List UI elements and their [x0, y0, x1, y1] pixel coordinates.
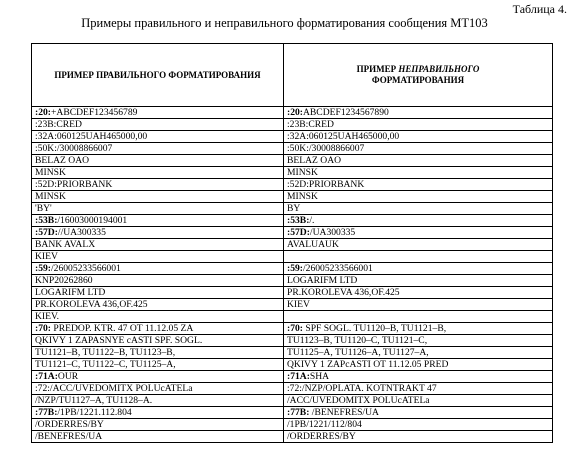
- header-correct-formatting: ПРИМЕР ПРАВИЛЬНОГО ФОРМАТИРОВАНИЯ: [32, 44, 284, 107]
- table-number: Таблица 4.: [512, 2, 567, 16]
- table-row: [32, 347, 553, 359]
- incorrect-example-cell: [284, 191, 553, 203]
- incorrect-example-cell: [284, 131, 553, 143]
- incorrect-example-cell: [284, 239, 553, 251]
- field-value: :23B:CRED: [287, 119, 334, 130]
- correct-example-cell: [32, 299, 284, 311]
- field-tag: :57D:: [287, 227, 310, 238]
- field-value: /16003000194001: [57, 215, 128, 226]
- field-value: /1PB/1221.112.804: [57, 407, 132, 418]
- field-value: QKIVY 1 ZAPASNYE cASTI SPF. SOGL.: [35, 335, 203, 346]
- table-row: [32, 371, 553, 383]
- correct-example-cell: [32, 131, 284, 143]
- field-tag: :77B:: [287, 407, 310, 418]
- field-value: ABCDEF1234567890: [302, 107, 389, 118]
- incorrect-example-cell: [284, 323, 553, 335]
- incorrect-example-cell: [284, 167, 553, 179]
- header-incorrect-italic: НЕПРАВИЛЬНОГО: [398, 64, 480, 74]
- field-value: :50K:/30008866007: [287, 143, 365, 154]
- field-value: :32A:060125UAH465000,00: [35, 131, 148, 142]
- incorrect-example-cell: [284, 143, 553, 155]
- field-value: BELAZ OAO: [35, 155, 90, 166]
- incorrect-example-cell: [284, 263, 553, 275]
- incorrect-example-cell: [284, 383, 553, 395]
- incorrect-example-cell: [284, 251, 553, 263]
- header-incorrect-suffix: ФОРМАТИРОВАНИЯ: [371, 75, 465, 85]
- table-row: [32, 407, 553, 419]
- correct-example-cell: [32, 359, 284, 371]
- correct-example-cell: [32, 215, 284, 227]
- table-row: [32, 395, 553, 407]
- correct-example-cell: [32, 239, 284, 251]
- table-header-row: [32, 44, 553, 107]
- field-value: /ORDERRES/BY: [287, 431, 356, 442]
- table-row: [32, 311, 553, 323]
- table-row: [32, 203, 553, 215]
- field-value: :72:/ACC/UVEDOMITX POLUcATELa: [35, 383, 193, 394]
- correct-example-cell: [32, 155, 284, 167]
- correct-example-cell: [32, 323, 284, 335]
- field-value: /UA300335: [309, 227, 356, 238]
- table-row: [32, 287, 553, 299]
- field-value: BELAZ OAO: [287, 155, 342, 166]
- correct-example-cell: [32, 395, 284, 407]
- incorrect-example-cell: [284, 299, 553, 311]
- field-value: TU1123–B, TU1120–C, TU1121–C,: [287, 335, 428, 346]
- incorrect-example-cell: [284, 179, 553, 191]
- table-row: [32, 251, 553, 263]
- correct-example-cell: [32, 311, 284, 323]
- table-row: [32, 227, 553, 239]
- correct-example-cell: [32, 167, 284, 179]
- field-value: /ORDERRES/BY: [35, 419, 104, 430]
- incorrect-example-cell: [284, 359, 553, 371]
- field-value: :32A:060125UAH465000,00: [287, 131, 400, 142]
- field-tag: :77B:: [35, 407, 58, 418]
- table-row: [32, 107, 553, 119]
- field-value: MINSK: [287, 167, 318, 178]
- field-value: SHA: [309, 371, 330, 382]
- field-tag: :71A:: [287, 371, 310, 382]
- table-row: [32, 359, 553, 371]
- table-row: [32, 179, 553, 191]
- table-row: [32, 419, 553, 431]
- field-value: +ABCDEF123456789: [50, 107, 138, 118]
- field-value: PR.KOROLEVA 436,OF.425: [287, 287, 400, 298]
- correct-example-cell: [32, 275, 284, 287]
- table-row: [32, 383, 553, 395]
- table-row: [32, 167, 553, 179]
- field-value: //UA300335: [57, 227, 106, 238]
- field-value: /26005233566001: [302, 263, 373, 274]
- incorrect-example-cell: [284, 227, 553, 239]
- incorrect-example-cell: [284, 431, 553, 443]
- incorrect-example-cell: [284, 107, 553, 119]
- field-value: LOGARIFM LTD: [35, 287, 106, 298]
- table-row: [32, 155, 553, 167]
- field-tag: :59:: [35, 263, 51, 274]
- correct-example-cell: [32, 419, 284, 431]
- correct-example-cell: [32, 119, 284, 131]
- field-value: :72:/NZP/OPLATA. KOTNTRAKT 47: [287, 383, 437, 394]
- field-tag: :53B:: [35, 215, 58, 226]
- field-value: /NZP/TU1127–A, TU1128–A.: [35, 395, 153, 406]
- table-row: [32, 335, 553, 347]
- field-value: TU1121–C, TU1122–C, TU1125–A,: [35, 359, 176, 370]
- field-value: /.: [309, 215, 315, 226]
- field-value: TU1125–A, TU1126–A, TU1127–A,: [287, 347, 429, 358]
- table-row: [32, 263, 553, 275]
- correct-example-cell: [32, 347, 284, 359]
- incorrect-example-cell: [284, 119, 553, 131]
- field-value: /26005233566001: [50, 263, 121, 274]
- table-row: [32, 239, 553, 251]
- table-row: [32, 191, 553, 203]
- incorrect-example-cell: [284, 311, 553, 323]
- incorrect-example-cell: [284, 407, 553, 419]
- field-value: 'BY': [35, 203, 52, 214]
- field-tag: :71A:: [35, 371, 58, 382]
- incorrect-example-cell: [284, 275, 553, 287]
- table-row: [32, 323, 553, 335]
- field-value: MINSK: [35, 191, 66, 202]
- field-value: :52D:PRIORBANK: [287, 179, 365, 190]
- correct-example-cell: [32, 383, 284, 395]
- field-tag: :20:: [287, 107, 303, 118]
- field-value: :50K:/30008866007: [35, 143, 113, 154]
- field-value: MINSK: [35, 167, 66, 178]
- page-title: Примеры правильного и неправильного форматирования сообщения МТ103: [81, 16, 488, 30]
- correct-example-cell: [32, 335, 284, 347]
- incorrect-example-cell: [284, 287, 553, 299]
- field-value: :23B:CRED: [35, 119, 82, 130]
- correct-example-cell: [32, 251, 284, 263]
- field-value: PREDOP. KTR. 47 OT 11.12.05 ZA: [50, 323, 194, 334]
- field-value: BY: [287, 203, 301, 214]
- correct-example-cell: [32, 227, 284, 239]
- correct-example-cell: [32, 107, 284, 119]
- field-value: /BENEFRES/UA: [35, 431, 103, 442]
- table-row: [32, 119, 553, 131]
- correct-example-cell: [32, 287, 284, 299]
- field-tag: :59:: [287, 263, 303, 274]
- correct-example-cell: [32, 143, 284, 155]
- correct-example-cell: [32, 263, 284, 275]
- incorrect-example-cell: [284, 215, 553, 227]
- field-value: MINSK: [287, 191, 318, 202]
- table-row: [32, 143, 553, 155]
- table-row: [32, 299, 553, 311]
- field-value: KIEV.: [35, 311, 60, 322]
- field-value: AVALUAUK: [287, 239, 339, 250]
- correct-example-cell: [32, 179, 284, 191]
- field-tag: :20:: [35, 107, 51, 118]
- field-value: KIEV: [35, 251, 58, 262]
- field-tag: :57D:: [35, 227, 58, 238]
- header-incorrect-formatting: [284, 44, 553, 107]
- incorrect-example-cell: [284, 203, 553, 215]
- field-value: QKIVY 1 ZAPcASTI OT 11.12.05 PRED: [287, 359, 449, 370]
- incorrect-example-cell: [284, 335, 553, 347]
- field-value: SPF SOGL. TU1120–B, TU1121–B,: [302, 323, 447, 334]
- incorrect-example-cell: [284, 155, 553, 167]
- field-value: KIEV: [287, 299, 310, 310]
- correct-example-cell: [32, 431, 284, 443]
- field-value: /ACC/UVEDOMITX POLUcATELa: [287, 395, 430, 406]
- field-tag: :53B:: [287, 215, 310, 226]
- table-row: [32, 215, 553, 227]
- incorrect-example-cell: [284, 419, 553, 431]
- field-value: TU1121–B, TU1122–B, TU1123–B,: [35, 347, 176, 358]
- correct-example-cell: [32, 191, 284, 203]
- incorrect-example-cell: [284, 347, 553, 359]
- correct-example-cell: [32, 371, 284, 383]
- table-row: [32, 431, 553, 443]
- incorrect-example-cell: [284, 371, 553, 383]
- correct-example-cell: [32, 407, 284, 419]
- table-row: [32, 275, 553, 287]
- correct-example-cell: [32, 203, 284, 215]
- field-value: OUR: [57, 371, 79, 382]
- formatting-examples-table: [31, 43, 553, 443]
- table-row: [32, 131, 553, 143]
- field-value: KNP20262860: [35, 275, 93, 286]
- header-incorrect-prefix: ПРИМЕР: [356, 64, 397, 74]
- field-value: PR.KOROLEVA 436,OF.425: [35, 299, 148, 310]
- field-value: LOGARIFM LTD: [287, 275, 358, 286]
- field-value: BANK AVALX: [35, 239, 96, 250]
- incorrect-example-cell: [284, 395, 553, 407]
- field-value: :52D:PRIORBANK: [35, 179, 113, 190]
- field-value: /BENEFRES/UA: [309, 407, 379, 418]
- field-value: /1PB/1221/112/804: [287, 419, 362, 430]
- field-tag: :70:: [35, 323, 51, 334]
- field-tag: :70:: [287, 323, 303, 334]
